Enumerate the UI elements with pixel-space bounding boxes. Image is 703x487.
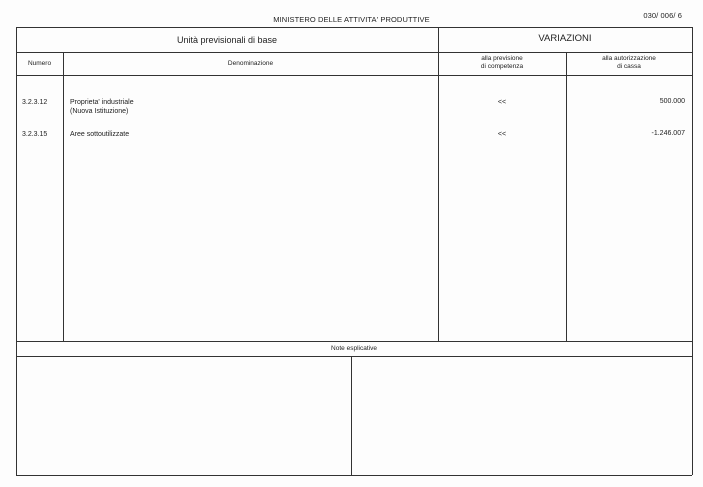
notes-col-divider [351, 356, 352, 475]
col-header-cassa-line2: di cassa [617, 63, 641, 70]
group-header-unita: Unità previsionali di base [176, 35, 278, 45]
col-divider-numero [63, 52, 64, 341]
col-divider-cassa [566, 52, 567, 341]
table-top-border [16, 27, 692, 28]
row-numero: 3.2.3.15 [22, 131, 48, 138]
col-header-cassa [566, 55, 692, 71]
ministry-title: MINISTERO DELLE ATTIVITA' PRODUTTIVE [273, 15, 430, 24]
row-competenza: << [497, 131, 507, 138]
notes-title-divider [16, 356, 692, 357]
notes-bottom-border [16, 475, 692, 476]
row-cassa: -1.246.007 [651, 130, 685, 137]
row-numero: 3.2.3.12 [22, 99, 48, 106]
col-header-cassa-line1: alla autorizzazione [602, 55, 656, 62]
col-divider-variazioni [438, 27, 439, 341]
row-competenza: << [497, 99, 507, 106]
page-code: 030/ 006/ 6 [643, 11, 682, 20]
notes-title: Note esplicative [331, 345, 377, 352]
table-right-border [692, 27, 693, 475]
col-header-competenza [438, 55, 566, 71]
table-left-border [16, 27, 17, 475]
table-bottom-border [16, 341, 692, 342]
col-header-numero: Numero [27, 60, 52, 67]
row-denominazione [70, 99, 134, 116]
row-denominazione-line1: Aree sottoutilizzate [70, 131, 130, 138]
row-denominazione-line1: Proprieta' industriale [70, 99, 134, 106]
group-header-variazioni: VARIAZIONI [538, 33, 592, 44]
col-header-denominazione: Denominazione [227, 60, 274, 67]
col-header-competenza-line1: alla previsione [481, 55, 523, 62]
row-denominazione [70, 131, 129, 140]
row-denominazione-line2: (Nuova Istituzione) [70, 107, 129, 115]
header-divider-2 [16, 75, 692, 76]
col-header-competenza-line2: di competenza [480, 63, 524, 70]
header-divider-1 [16, 52, 692, 53]
row-cassa: 500.000 [659, 98, 685, 105]
